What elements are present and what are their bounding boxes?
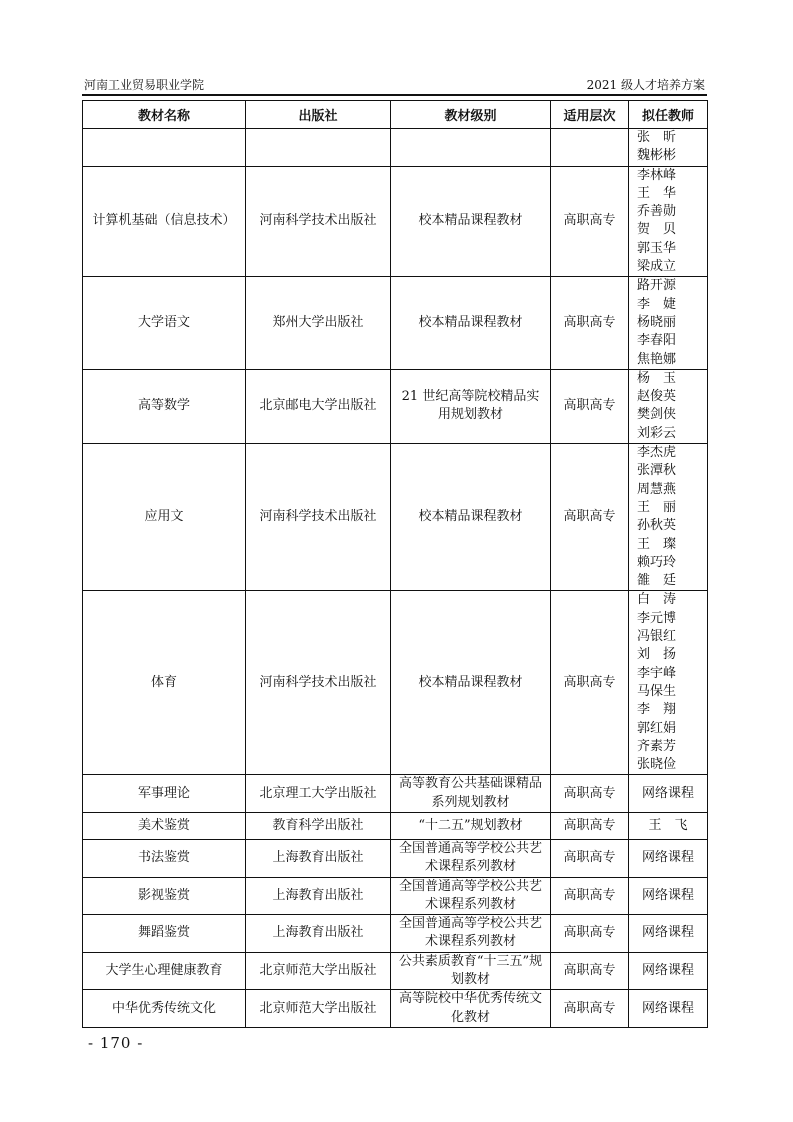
teacher-name: 魏彬彬 <box>637 148 677 164</box>
cell-textbook-level: 全国普通高等学校公共艺术课程系列教材 <box>391 915 551 953</box>
cell-publisher: 上海教育出版社 <box>246 839 391 877</box>
column-header-textbook-name: 教材名称 <box>83 101 246 129</box>
cell-textbook-name: 应用文 <box>83 444 246 591</box>
teacher-name: 李春阳 <box>637 333 677 349</box>
cell-teachers <box>629 812 708 839</box>
teacher-name: 赵俊英 <box>637 389 677 405</box>
cell-teachers <box>629 952 708 990</box>
cell-applicable-level: 高职高专 <box>551 369 629 443</box>
teacher-name: 刘 扬 <box>637 647 677 663</box>
cell-textbook-name: 大学语文 <box>83 277 246 369</box>
cell-teachers <box>629 166 708 277</box>
cell-textbook-name: 舞蹈鉴赏 <box>83 915 246 953</box>
cell-textbook-name: 计算机基础（信息技术） <box>83 166 246 277</box>
table-row <box>83 591 708 775</box>
column-header-textbook-level: 教材级别 <box>391 101 551 129</box>
teacher-name: 网络课程 <box>641 962 694 978</box>
cell-teachers <box>629 990 708 1028</box>
cell-applicable-level: 高职高专 <box>551 166 629 277</box>
cell-textbook-level: 高等教育公共基础课精品系列规划教材 <box>391 775 551 813</box>
cell-textbook-name: 军事理论 <box>83 775 246 813</box>
cell-publisher: 教育科学出版社 <box>246 812 391 839</box>
teacher-name: 王 璨 <box>637 536 677 552</box>
page-header <box>82 77 707 94</box>
teacher-name: 杨晓丽 <box>637 314 677 330</box>
header-rule <box>82 94 707 96</box>
teacher-name: 李 翔 <box>637 702 677 718</box>
teacher-name: 刘彩云 <box>637 425 677 441</box>
cell-publisher: 郑州大学出版社 <box>246 277 391 369</box>
cell-publisher: 河南科学技术出版社 <box>246 444 391 591</box>
table-row <box>83 444 708 591</box>
cell-teachers <box>629 877 708 915</box>
cell-textbook-level: 全国普通高等学校公共艺术课程系列教材 <box>391 839 551 877</box>
cell-textbook-name: 书法鉴赏 <box>83 839 246 877</box>
cell-applicable-level: 高职高专 <box>551 877 629 915</box>
cell-applicable-level: 高职高专 <box>551 775 629 813</box>
table-body <box>83 129 708 1028</box>
teacher-name: 张潭秋 <box>637 463 677 479</box>
teacher-name: 梁成立 <box>637 259 677 275</box>
teacher-name: 焦艳娜 <box>637 351 677 367</box>
teacher-name: 张晓俭 <box>637 757 677 773</box>
cell-publisher: 北京邮电大学出版社 <box>246 369 391 443</box>
cell-textbook-name: 高等数学 <box>83 369 246 443</box>
cell-applicable-level: 高职高专 <box>551 990 629 1028</box>
teacher-name: 王 飞 <box>648 817 688 833</box>
teacher-name: 孙秋英 <box>637 518 677 534</box>
column-header-publisher: 出版社 <box>246 101 391 129</box>
cell-publisher: 北京师范大学出版社 <box>246 952 391 990</box>
teacher-name: 李宇峰 <box>637 665 677 681</box>
cell-textbook-name: 大学生心理健康教育 <box>83 952 246 990</box>
cell-textbook-name: 影视鉴赏 <box>83 877 246 915</box>
cell-textbook-level: 校本精品课程教材 <box>391 277 551 369</box>
teacher-name: 赖巧玲 <box>637 554 677 570</box>
cell-teachers <box>629 775 708 813</box>
cell-textbook-level: 高等院校中华优秀传统文化教材 <box>391 990 551 1028</box>
teacher-name: 网络课程 <box>641 887 694 903</box>
teacher-name: 李元博 <box>637 610 677 626</box>
cell-textbook-level: 公共素质教育“十三五”规划教材 <box>391 952 551 990</box>
table-row <box>83 915 708 953</box>
header-plan-title: 2021 级人才培养方案 <box>586 78 705 92</box>
cell-applicable-level: 高职高专 <box>551 444 629 591</box>
cell-applicable-level: 高职高专 <box>551 812 629 839</box>
cell-textbook-level: 21 世纪高等院校精品实用规划教材 <box>391 369 551 443</box>
cell-textbook-name: 美术鉴赏 <box>83 812 246 839</box>
teacher-name: 郭玉华 <box>637 240 677 256</box>
table-row <box>83 129 708 167</box>
cell-publisher: 河南科学技术出版社 <box>246 166 391 277</box>
header-school-name: 河南工业贸易职业学院 <box>84 78 205 92</box>
cell-textbook-level: 校本精品课程教材 <box>391 444 551 591</box>
teacher-name: 网络课程 <box>641 1000 694 1016</box>
teacher-name: 李林峰 <box>637 167 677 183</box>
cell-applicable-level <box>551 129 629 167</box>
table-row <box>83 839 708 877</box>
teacher-name: 张 昕 <box>637 130 677 145</box>
table-row <box>83 877 708 915</box>
table-row <box>83 952 708 990</box>
column-header-teachers: 拟任教师 <box>629 101 708 129</box>
cell-teachers <box>629 129 708 167</box>
table-row <box>83 166 708 277</box>
cell-publisher: 河南科学技术出版社 <box>246 591 391 775</box>
cell-publisher: 北京师范大学出版社 <box>246 990 391 1028</box>
cell-applicable-level: 高职高专 <box>551 277 629 369</box>
cell-teachers <box>629 444 708 591</box>
cell-teachers <box>629 369 708 443</box>
cell-applicable-level: 高职高专 <box>551 915 629 953</box>
cell-teachers <box>629 591 708 775</box>
teacher-name: 白 涛 <box>637 592 677 608</box>
cell-textbook-level: 全国普通高等学校公共艺术课程系列教材 <box>391 877 551 915</box>
teacher-name: 郭红娟 <box>637 720 677 736</box>
teacher-name: 雒 廷 <box>637 573 677 589</box>
cell-publisher: 上海教育出版社 <box>246 877 391 915</box>
cell-applicable-level: 高职高专 <box>551 839 629 877</box>
cell-publisher <box>246 129 391 167</box>
teacher-name: 齐素芳 <box>637 738 677 754</box>
teacher-name: 路开源 <box>637 278 677 294</box>
teacher-name: 马保生 <box>637 683 677 699</box>
cell-publisher: 上海教育出版社 <box>246 915 391 953</box>
cell-applicable-level: 高职高专 <box>551 952 629 990</box>
table-row <box>83 990 708 1028</box>
page-number: - 170 - <box>88 1034 144 1052</box>
cell-textbook-level: 校本精品课程教材 <box>391 166 551 277</box>
teacher-name: 王 华 <box>637 185 677 201</box>
cell-textbook-name: 体育 <box>83 591 246 775</box>
teacher-name: 冯银红 <box>637 629 677 645</box>
cell-teachers <box>629 915 708 953</box>
teacher-name: 杨 玉 <box>637 370 677 386</box>
cell-teachers <box>629 839 708 877</box>
column-header-applicable-level: 适用层次 <box>551 101 629 129</box>
cell-applicable-level: 高职高专 <box>551 591 629 775</box>
teacher-name: 王 丽 <box>637 499 677 515</box>
cell-teachers <box>629 277 708 369</box>
cell-textbook-name <box>83 129 246 167</box>
table-row <box>83 369 708 443</box>
teacher-name: 李杰虎 <box>637 445 677 461</box>
teacher-name: 樊剑侠 <box>637 407 677 423</box>
teacher-name: 网络课程 <box>641 850 694 866</box>
teacher-name: 网络课程 <box>641 925 694 941</box>
cell-textbook-level: 校本精品课程教材 <box>391 591 551 775</box>
cell-textbook-name: 中华优秀传统文化 <box>83 990 246 1028</box>
cell-publisher: 北京理工大学出版社 <box>246 775 391 813</box>
table-header-row <box>83 101 708 129</box>
teacher-name: 贺 贝 <box>637 222 677 238</box>
textbook-table <box>82 100 708 1028</box>
table-row <box>83 775 708 813</box>
teacher-name: 乔善勋 <box>637 204 677 220</box>
cell-textbook-level: “十二五”规划教材 <box>391 812 551 839</box>
teacher-name: 李 婕 <box>637 296 677 312</box>
table-row <box>83 277 708 369</box>
cell-textbook-level <box>391 129 551 167</box>
table-row <box>83 812 708 839</box>
teacher-name: 周慧燕 <box>637 481 677 497</box>
teacher-name: 网络课程 <box>641 785 694 801</box>
